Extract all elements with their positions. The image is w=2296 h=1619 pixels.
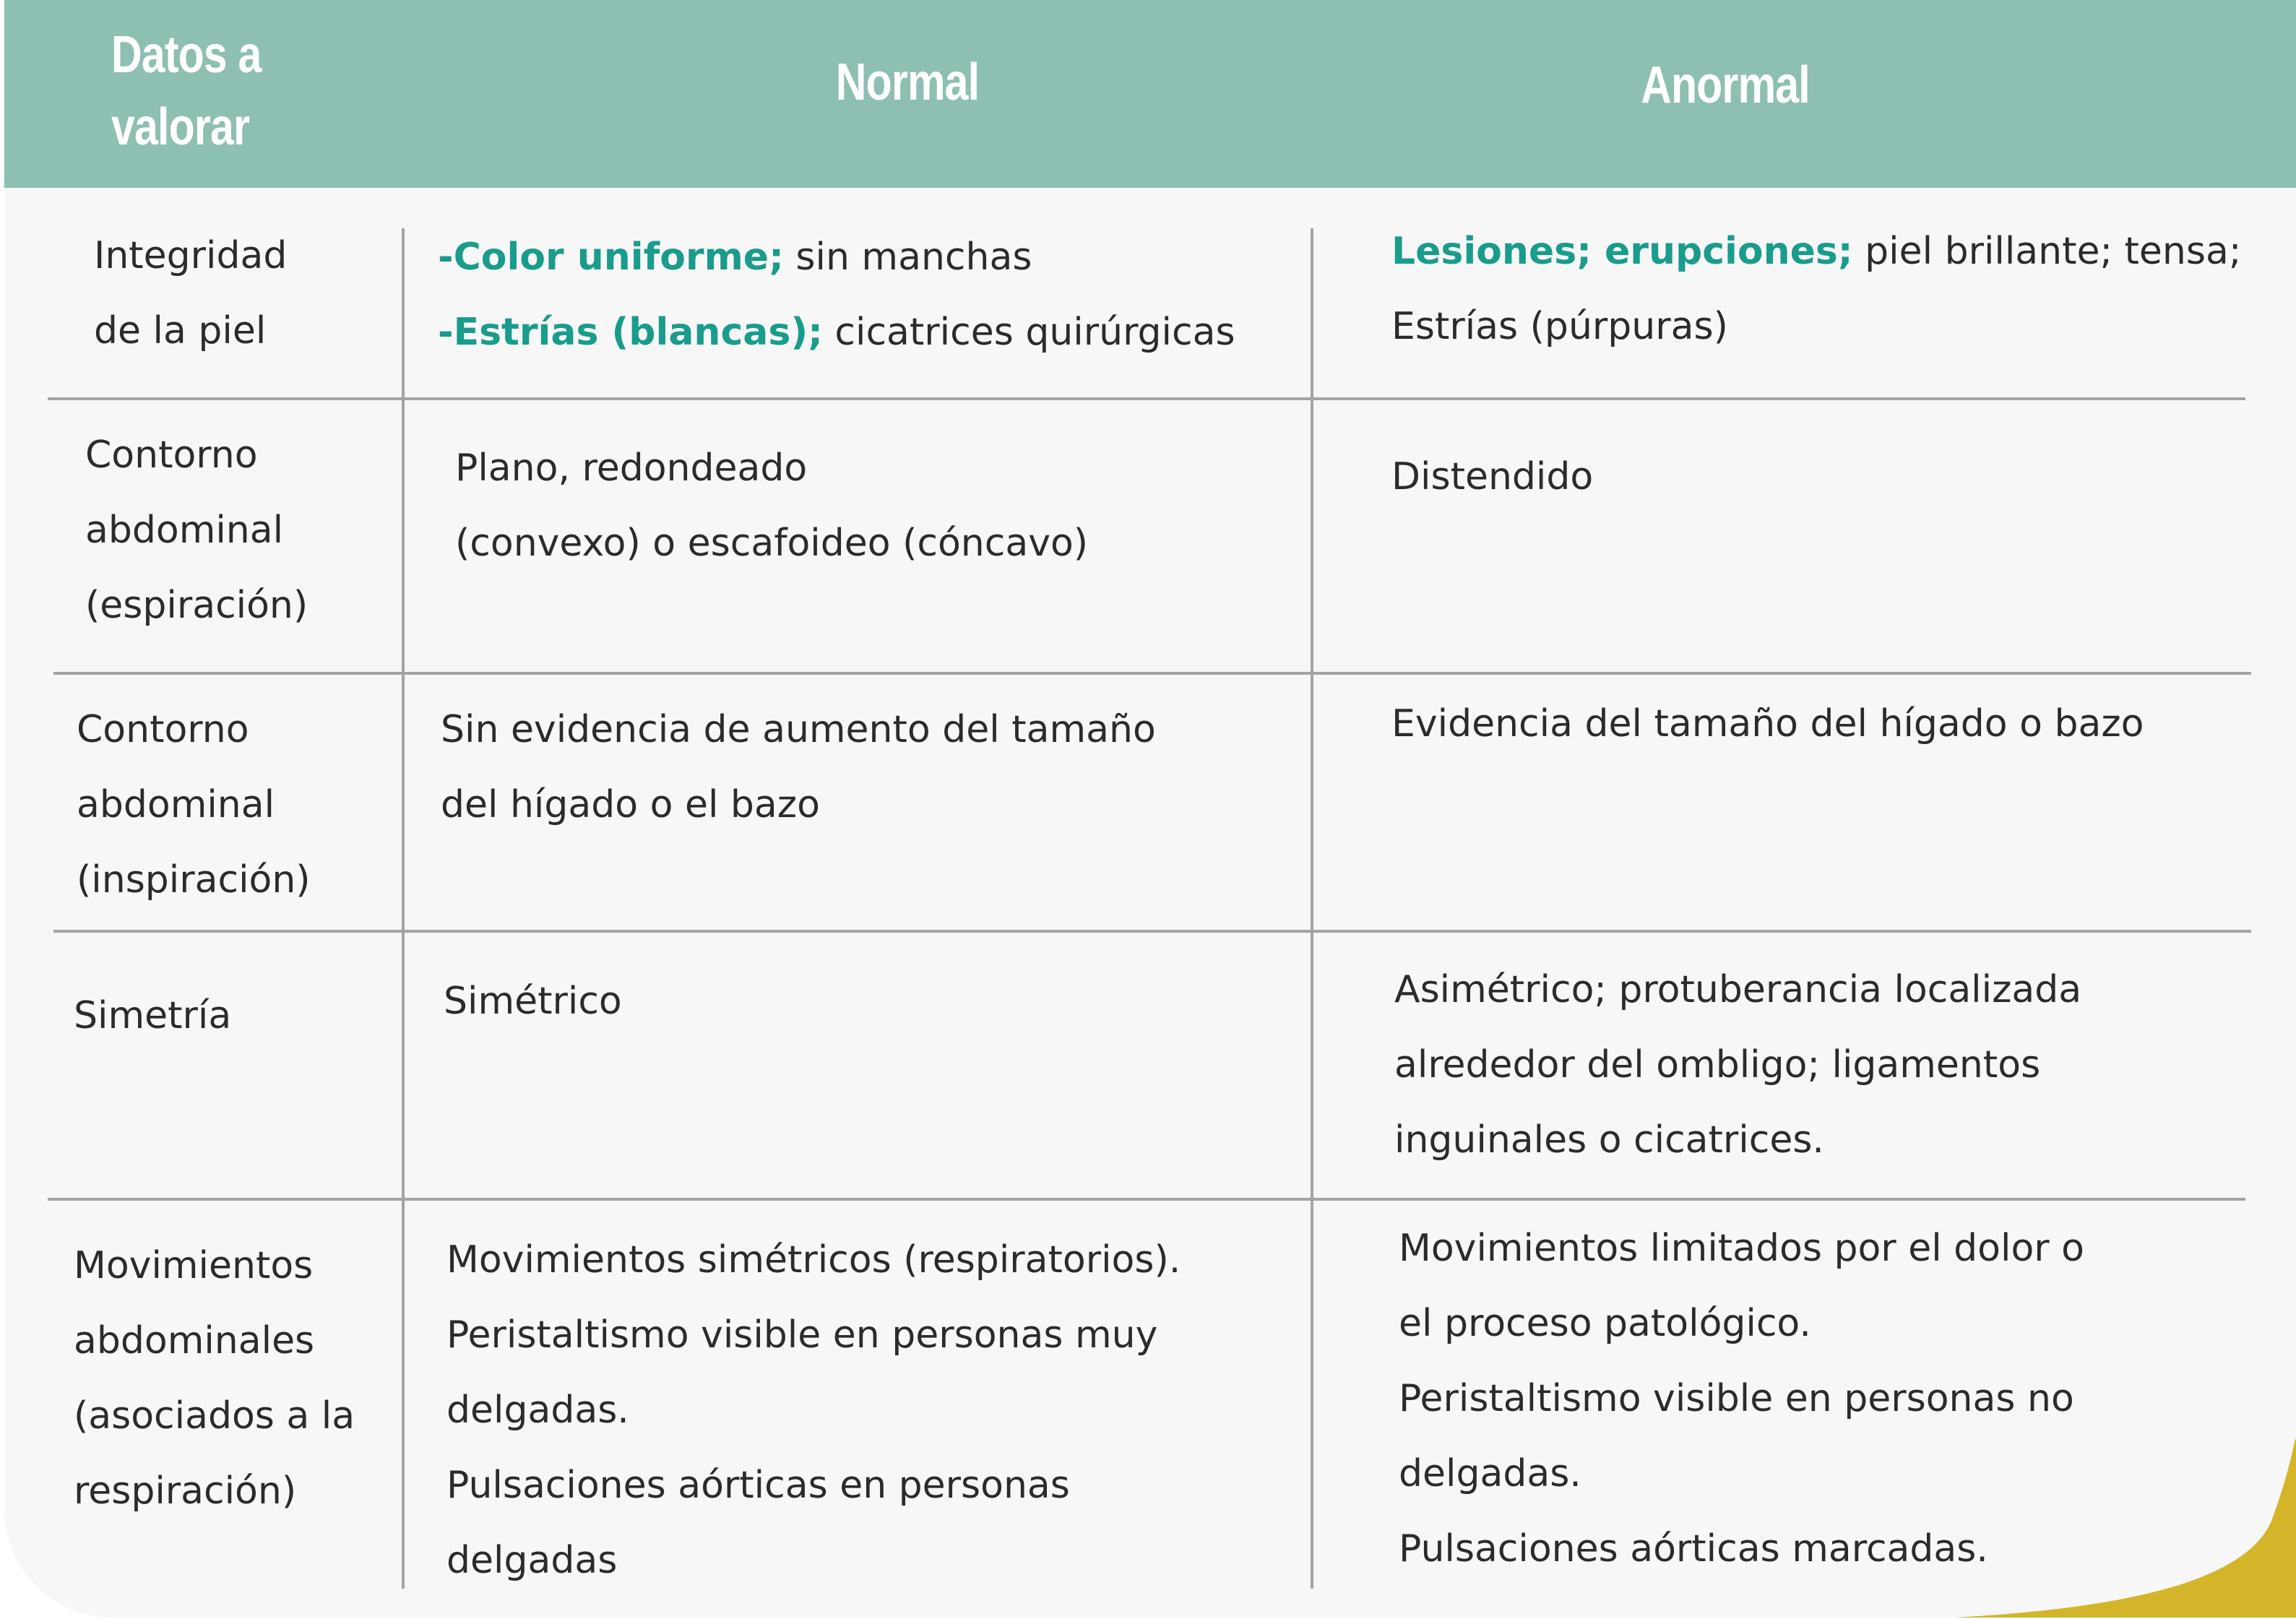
abnormal-line: delgadas. [1399,1452,1581,1495]
abnormal-text: Estrías (púrpuras) [1391,305,1728,348]
row-contorno-espiracion-param [85,418,308,643]
normal-line: (convexo) o escafoideo (cóncavo) [455,522,1089,565]
abnormal-line: inguinales o cicatrices. [1394,1118,1824,1162]
abnormal-line: Pulsaciones aórticas marcadas. [1399,1527,1988,1571]
row-integridad-param [94,218,287,368]
normal-text: cicatrices quirúrgicas [822,311,1235,354]
param-line: Contorno [85,433,258,477]
param-line: Integridad [94,234,288,277]
column-divider-2 [1311,228,1313,1589]
row-movimientos-param [74,1228,355,1529]
row-contorno-inspiracion-normal [441,692,1156,842]
param-line: abdominales [74,1319,315,1363]
normal-line: delgadas [446,1539,618,1582]
normal-line [438,295,1235,370]
abnormal-line: Asimétrico; protuberancia localizada [1394,968,2082,1011]
abnormal-text: piel brillante; tensa; [1852,230,2242,273]
header-datos-a-valorar [111,19,262,163]
normal-line: del hígado o el bazo [441,783,820,826]
param-line: Simetría [74,994,232,1037]
param-line: de la piel [94,309,267,353]
highlight-term: -Color uniforme; [438,236,784,279]
header-col1-line1: Datos a [111,26,262,84]
abnormal-line: Peristaltismo visible en personas no [1399,1377,2074,1420]
abnormal-line: Movimientos limitados por el dolor o [1399,1227,2084,1270]
normal-line: Movimientos simétricos (respiratorios). [446,1238,1181,1282]
highlight-term: -Estrías (blancas); [438,311,823,354]
abnormal-line [1391,289,2241,364]
normal-line: Simétrico [444,980,622,1023]
highlight-term: Lesiones; erupciones; [1391,230,1853,273]
header-normal: Normal [835,53,980,111]
normal-line: Peristaltismo visible en personas muy [446,1313,1158,1357]
row-contorno-espiracion-abnormal [1391,439,1593,514]
row-simetria-abnormal [1394,952,2081,1178]
row-movimientos-abnormal [1399,1211,2084,1586]
row-contorno-espiracion-normal [455,431,1088,581]
row-integridad-abnormal [1391,214,2241,364]
abnormal-line: Distendido [1391,455,1594,498]
abnormal-line: Evidencia del tamaño del hígado o bazo [1391,702,2144,746]
table-header [4,0,2296,188]
row-contorno-inspiracion-abnormal [1391,686,2144,761]
param-line: (asociados a la [74,1394,355,1438]
normal-line [438,220,1235,295]
param-line: abdominal [85,509,284,552]
normal-line: Plano, redondeado [455,446,808,490]
param-line: Movimientos [74,1244,314,1287]
param-line: (espiración) [85,584,308,627]
abnormal-line [1391,214,2241,289]
param-line: (inspiración) [77,858,311,902]
row-simetria-normal [444,964,622,1039]
row-integridad-normal [438,220,1235,370]
abnormal-line: el proceso patológico. [1399,1302,1811,1345]
table-card [4,0,2296,1618]
header-col1-line2: valorar [111,98,250,156]
row-divider-1 [48,397,2245,400]
param-line: Contorno [77,708,249,751]
normal-text: sin manchas [783,236,1032,279]
normal-line: Sin evidencia de aumento del tamaño [441,708,1156,751]
row-divider-3 [53,930,2251,933]
normal-line: Pulsaciones aórticas en personas [446,1464,1070,1507]
row-divider-4 [48,1198,2245,1201]
abnormal-line: alrededor del ombligo; ligamentos [1394,1043,2041,1087]
param-line: abdominal [77,783,275,826]
param-line: respiración) [74,1469,297,1513]
row-divider-2 [53,672,2251,675]
row-movimientos-normal [446,1222,1181,1598]
header-anormal: Anormal [1641,56,1810,114]
row-simetria-param [74,978,231,1053]
column-divider-1 [402,228,405,1589]
row-contorno-inspiracion-param [77,692,311,918]
normal-line: delgadas. [446,1389,629,1432]
